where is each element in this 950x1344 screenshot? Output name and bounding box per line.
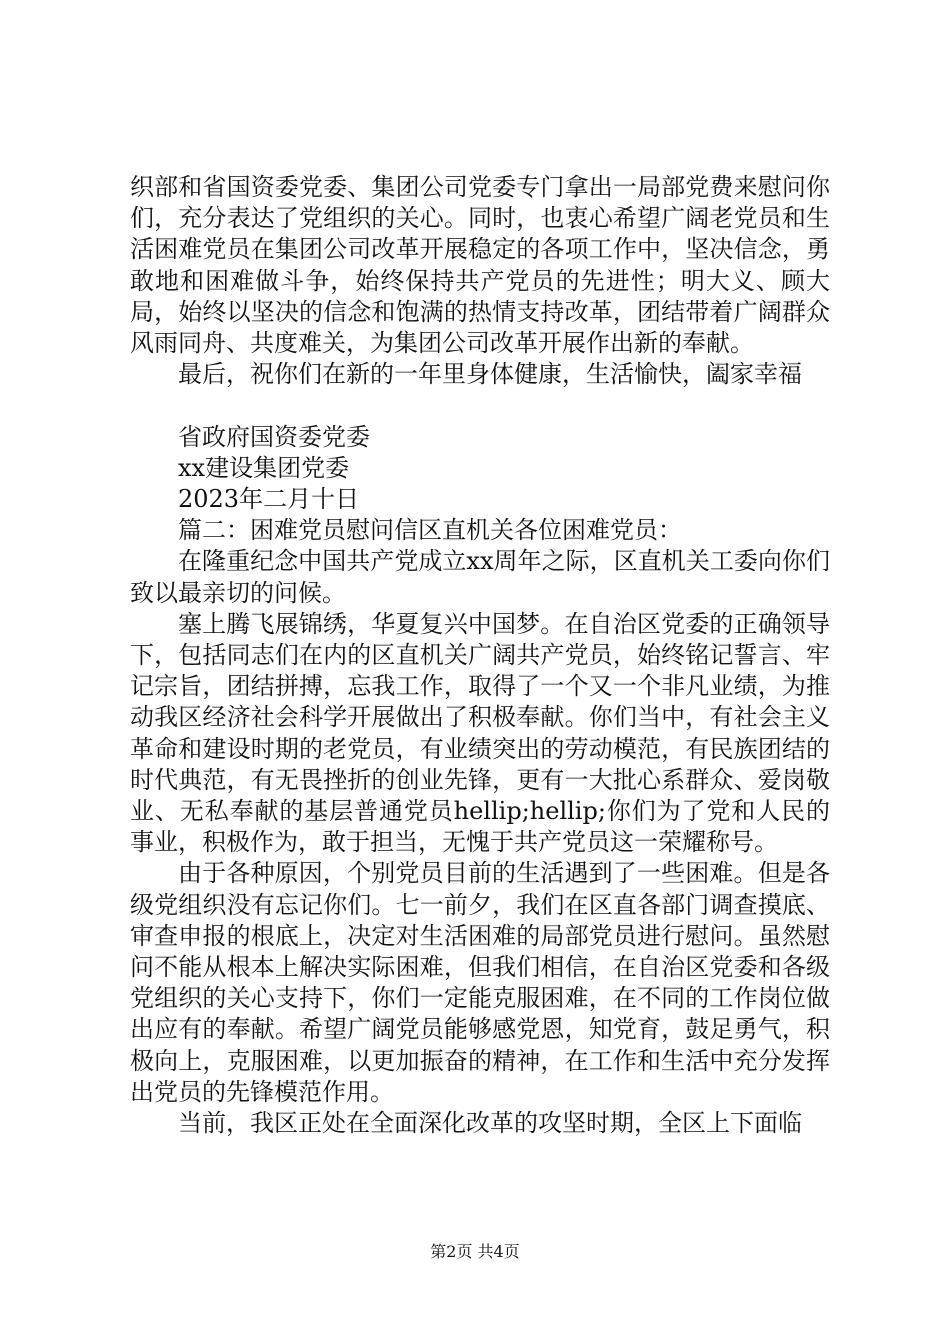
- section-2-paragraph-1: 在隆重纪念中国共产党成立xx周年之际，区直机关工委向你们致以最亲切的问候。: [130, 547, 830, 607]
- section-2-heading: 篇二：困难党员慰问信区直机关各位困难党员：: [178, 516, 682, 545]
- signature-org-2: xx建设集团党委: [178, 453, 350, 482]
- section-2-paragraph-2: 塞上腾飞展锦绣，华夏复兴中国梦。在自治区党委的正确领导下，包括同志们在内的区直机关广阔共产党员，始终铭记誓言、牢记宗旨，团结拼搏，忘我工作，取得了一个又一个非凡业绩，为推动我区经济社会科学开展做出了积极奉献。你们当中，有社会主义革命和建设时期的老党员，有业绩突出的劳动模范，有民族团结的时代典范，有无畏挫折的创业先锋，更有一大批心系群众、爱岗敬业、无私奉献的基层普通党员hellip;hellip;你们为了党和人民的事业，积极作为，敢于担当，无愧于共产党员这一荣耀称号。: [130, 609, 830, 857]
- paragraph-gap: [130, 390, 830, 421]
- page-footer: 第2页 共4页: [430, 1242, 520, 1261]
- signature-date: 2023年二月十日: [178, 485, 360, 514]
- section-2-paragraph-3: 由于各种原因，个别党员目前的生活遇到了一些困难。但是各级党组织没有忘记你们。七一前夕，我们在区直各部门调查摸底、审查申报的根底上，决定对生活困难的局部党员进行慰问。虽然慰问不能从根本上解决实际困难，但我们相信，在自治区党委和各级党组织的关心支持下，你们一定能克服困难，在不同的工作岗位做出应有的奉献。希望广阔党员能够感党恩，知党育，鼓足勇气，积极向上，克服困难，以更加振奋的精神，在工作和生活中充分发挥出党员的先锋模范作用。: [130, 859, 830, 1106]
- document-body: [130, 172, 830, 1139]
- body-paragraph-1: 织部和省国资委党委、集团公司党委专门拿出一局部党费来慰问你们，充分表达了党组织的关心。同时，也衷心希望广阔老党员和生活困难党员在集团公司改革开展稳定的各项工作中，坚决信念，勇敢地和困难做斗争，始终保持共产党员的先进性；明大义、顾大局，始终以坚决的信念和饱满的热情支持改革，团结带着广阔群众风雨同舟、共度难关，为集团公司改革开展作出新的奉献。: [130, 173, 830, 358]
- section-2-paragraph-4: 当前，我区正处在全面深化改革的攻坚时期，全区上下面临: [178, 1109, 802, 1138]
- signature-org-1: 省政府国资委党委: [178, 422, 370, 451]
- body-paragraph-closing: 最后，祝你们在新的一年里身体健康，生活愉快，阖家幸福: [178, 360, 802, 389]
